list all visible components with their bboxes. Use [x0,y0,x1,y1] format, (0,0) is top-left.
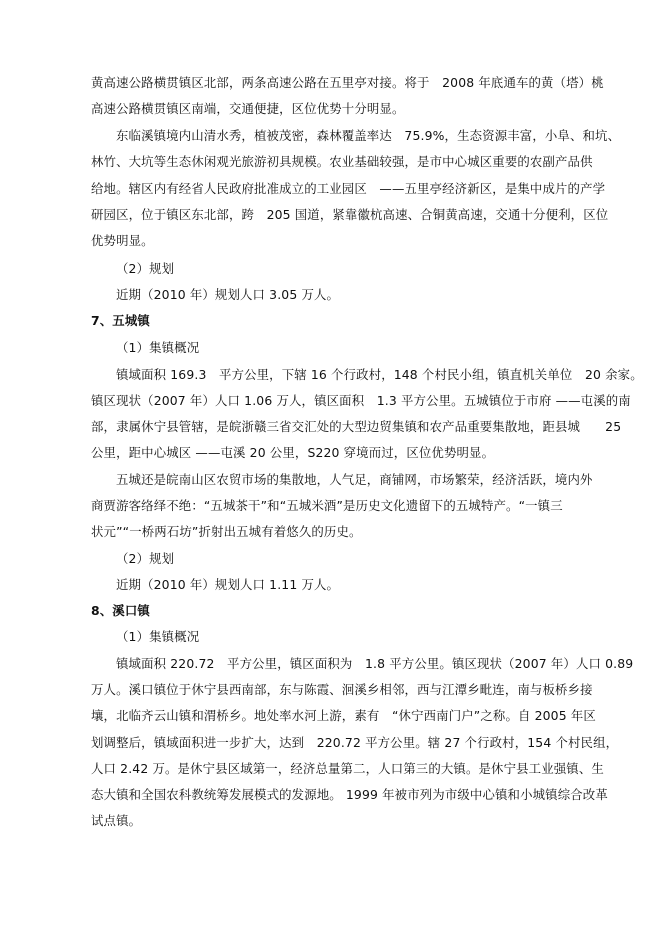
text-line: 近期（2010 年）规划人口 3.05 万人。 [116,287,340,302]
text-line: 研园区，位于镇区东北部，跨 205 国道，紧靠徽杭高速、合铜黄高速，交通十分便利，区位 [91,207,609,222]
subsection-heading: （1）集镇概况 [116,340,200,355]
section-heading: 7、五城镇 [91,313,150,328]
text-line: 镇区现状（2007 年）人口 1.06 万人，镇区面积 1.3 平方公里。五城镇位于市府 ——屯溪的南 [91,393,631,408]
text-line: 林竹、大坑等生态休闲观光旅游初具规模。农业基础较强，是市中心城区重要的农副产品供 [91,154,593,169]
text-line: 试点镇。 [91,813,142,828]
text-line: 优势明显。 [91,233,154,248]
text-line: 公里，距中心城区 ——屯溪 20 公里，S220 穿境而过，区位优势明显。 [91,445,495,460]
text-line: 镇域面积 220.72 平方公里，镇区面积为 1.8 平方公里。镇区现状（2007 年）人口 0.89 [116,656,634,671]
text-line: 镇域面积 169.3 平方公里，下辖 16 个行政村，148 个村民小组，镇直机关单位 20 余家。 [116,367,643,382]
text-line: 状元”“一桥两石坊”折射出五城有着悠久的历史。 [91,524,362,539]
subsection-heading: （2）规划 [116,551,175,566]
text-line: 人口 2.42 万。是休宁县区域第一，经济总量第二，人口第三的大镇。是休宁县工业强镇、生 [91,761,604,776]
text-line: 态大镇和全国农科教统筹发展模式的发源地。 1999 年被市列为市级中心镇和小城镇综合改革 [91,787,608,802]
text-line: 划调整后，镇域面积进一步扩大，达到 220.72 平方公里。辖 27 个行政村，154 个村民组， [91,735,619,750]
text-line: 东临溪镇境内山清水秀，植被茂密，森林覆盖率达 75.9%，生态资源丰富，小阜、和坑、 [116,128,621,143]
text-line: 黄高速公路横贯镇区北部，两条高速公路在五里亭对接。将于 2008 年底通车的黄（塔）桃 [91,75,604,90]
text-line: 给地。辖区内有经省人民政府批准成立的工业园区 ——五里亭经济新区，是集中成片的产学 [91,181,606,196]
text-line: 五城还是皖南山区农贸市场的集散地，人气足，商铺网，市场繁荣，经济活跃，境内外 [116,472,593,487]
subsection-heading: （2）规划 [116,261,175,276]
section-heading: 8、溪口镇 [91,603,150,618]
subsection-heading: （1）集镇概况 [116,629,200,644]
text-line: 高速公路横贯镇区南端，交通便捷，区位优势十分明显。 [91,101,405,116]
text-line: 部，隶属休宁县管辖，是皖浙赣三省交汇处的大型边贸集镇和农产品重要集散地，距县城 25 [91,419,622,434]
text-line: 近期（2010 年）规划人口 1.11 万人。 [116,577,340,592]
text-line: 商贾游客络绎不绝：“五城茶干”和“五城米酒”是历史文化遗留下的五城特产。“一镇三 [91,498,563,513]
text-line: 壤，北临齐云山镇和渭桥乡。地处率水河上游，素有 “休宁西南门户”之称。自 2005 年区 [91,708,596,723]
text-line: 万人。溪口镇位于休宁县西南部，东与陈霞、洄溪乡相邻，西与江潭乡毗连，南与板桥乡接 [91,682,593,697]
